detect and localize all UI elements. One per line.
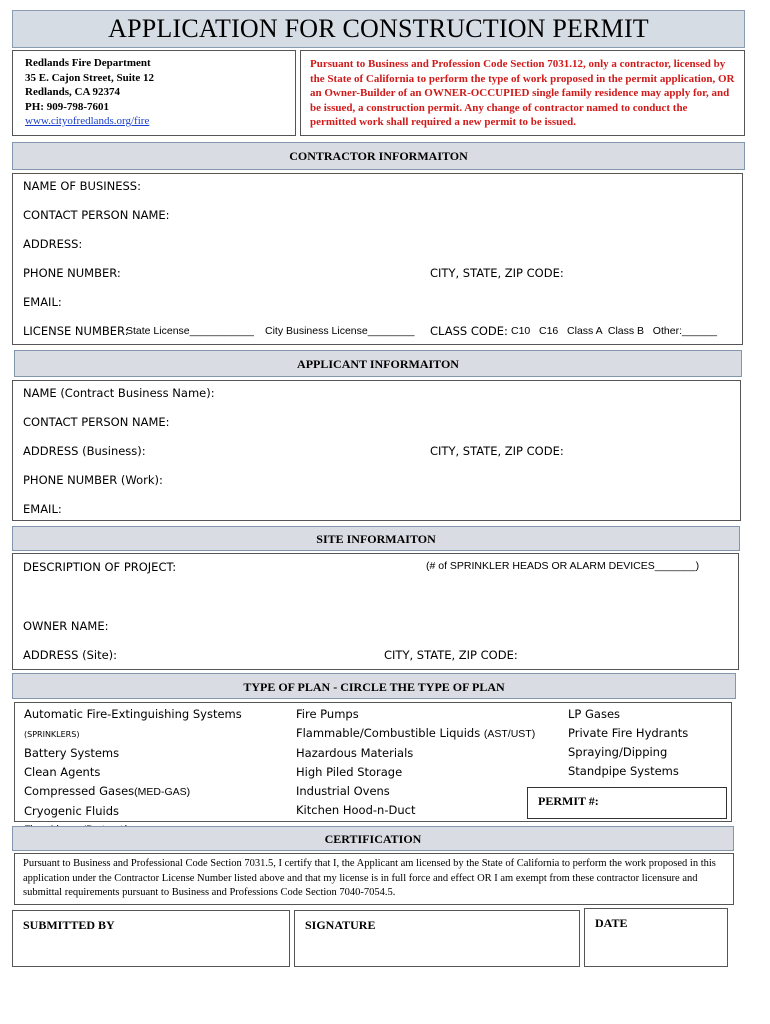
contractor-contact-field[interactable]: CONTACT PERSON NAME: — [23, 208, 170, 222]
city-license-field[interactable]: City Business License________ — [265, 325, 415, 337]
plan-option[interactable]: Industrial Ovens — [296, 784, 390, 798]
plan-option[interactable]: Cryogenic Fluids — [24, 804, 120, 818]
site-address-field[interactable]: ADDRESS (Site): — [23, 648, 118, 662]
contractor-phone-field[interactable]: PHONE NUMBER: — [23, 266, 121, 280]
project-description-field[interactable]: DESCRIPTION OF PROJECT: — [23, 560, 177, 574]
class-code-label: CLASS CODE: — [430, 324, 508, 338]
applicant-email-field[interactable]: EMAIL: — [23, 502, 62, 516]
plan-option[interactable]: LP Gases — [568, 707, 621, 721]
permit-number-label: PERMIT #: — [538, 794, 599, 808]
contractor-address-field[interactable]: ADDRESS: — [23, 237, 83, 251]
plan-type-section-header: TYPE OF PLAN - CIRCLE THE TYPE OF PLAN — [12, 673, 736, 699]
date-label: DATE — [595, 916, 628, 930]
licensing-notice: Pursuant to Business and Profession Code Section 7031.12, only a contractor, licensed by the State of California to perform the type of work proposed in the permit application, OR an Owner-Builder of an OWNER-OCCUPIED single family residence may apply for, and be issued, a construction permit. Any change of contractor named to conduct the permitted work shall required a new permit to be issued. — [300, 50, 745, 136]
plan-column-1 — [24, 705, 294, 840]
plan-option[interactable]: Standpipe Systems — [568, 764, 679, 778]
department-name: Redlands Fire Department — [25, 57, 151, 69]
contractor-email-field[interactable]: EMAIL: — [23, 295, 62, 309]
signature-field[interactable] — [294, 910, 580, 967]
plan-option[interactable]: Battery Systems — [24, 746, 120, 760]
state-license-field[interactable]: State License___________ — [126, 325, 254, 337]
submitted-by-label: SUBMITTED BY — [23, 918, 115, 932]
applicant-section-header: APPLICANT INFORMAITON — [14, 350, 742, 377]
plan-option[interactable]: Clean Agents — [24, 765, 101, 779]
plan-option[interactable]: Hazardous Materials — [296, 746, 414, 760]
applicant-phone-field[interactable]: PHONE NUMBER (Work): — [23, 473, 163, 487]
contractor-section-header: CONTRACTOR INFORMAITON — [12, 142, 745, 170]
contractor-info-box — [12, 173, 743, 345]
plan-option[interactable]: Fire Pumps — [296, 707, 359, 721]
sprinkler-count-field[interactable]: (# of SPRINKLER HEADS OR ALARM DEVICES_______) — [426, 560, 700, 572]
department-info — [12, 50, 296, 136]
plan-option[interactable]: Flammable/Combustible Liquids (AST/UST) — [296, 726, 536, 740]
class-code-options[interactable]: C10 C16 Class A Class B Other:______ — [511, 325, 718, 337]
permit-number-field[interactable] — [527, 787, 727, 819]
plan-option[interactable]: Spraying/Dipping — [568, 745, 668, 759]
site-section-header: SITE INFORMAITON — [12, 526, 740, 551]
contractor-city-state-zip-field[interactable]: CITY, STATE, ZIP CODE: — [430, 266, 564, 280]
department-phone: PH: 909-798-7601 — [25, 100, 110, 113]
applicant-name-field[interactable]: NAME (Contract Business Name): — [23, 386, 215, 400]
page-title: APPLICATION FOR CONSTRUCTION PERMIT — [12, 10, 745, 48]
date-field[interactable] — [584, 908, 728, 967]
business-name-field[interactable]: NAME OF BUSINESS: — [23, 179, 141, 193]
plan-option[interactable]: Kitchen Hood-n-Duct — [296, 803, 416, 817]
plan-option[interactable]: Private Fire Hydrants — [568, 726, 689, 740]
certification-section-header: CERTIFICATION — [12, 826, 734, 851]
applicant-city-state-zip-field[interactable]: CITY, STATE, ZIP CODE: — [430, 444, 564, 458]
plan-option[interactable]: Automatic Fire-Extinguishing Systems (SPRINKLERS) — [24, 707, 242, 739]
owner-name-field[interactable]: OWNER NAME: — [23, 619, 109, 633]
plan-option[interactable]: Compressed Gases(MED-GAS) — [24, 784, 191, 798]
applicant-contact-field[interactable]: CONTACT PERSON NAME: — [23, 415, 170, 429]
plan-column-2 — [296, 705, 556, 820]
submitted-by-field[interactable] — [12, 910, 290, 967]
signature-label: SIGNATURE — [305, 918, 376, 932]
department-website-link[interactable]: www.cityofredlands.org/fire — [25, 115, 150, 127]
site-city-state-zip-field[interactable]: CITY, STATE, ZIP CODE: — [384, 648, 518, 662]
applicant-address-field[interactable]: ADDRESS (Business): — [23, 444, 146, 458]
department-city: Redlands, CA 92374 — [25, 86, 121, 98]
department-street: 35 E. Cajon Street, Suite 12 — [25, 71, 155, 84]
plan-column-3 — [568, 705, 728, 781]
certification-text: Pursuant to Business and Professional Code Section 7031.5, I certify that I, the Applicant am licensed by the State of California to perform the work proposed in this application under the Contractor License Number listed above and that my license is in full force and effect OR I am exempt from these contractor licensure and submittal requirements pursuant to Business and Professions Code Section 7040-7054.5. — [14, 853, 734, 905]
plan-option[interactable]: High Piled Storage — [296, 765, 403, 779]
license-number-label: LICENSE NUMBER: — [23, 324, 129, 338]
